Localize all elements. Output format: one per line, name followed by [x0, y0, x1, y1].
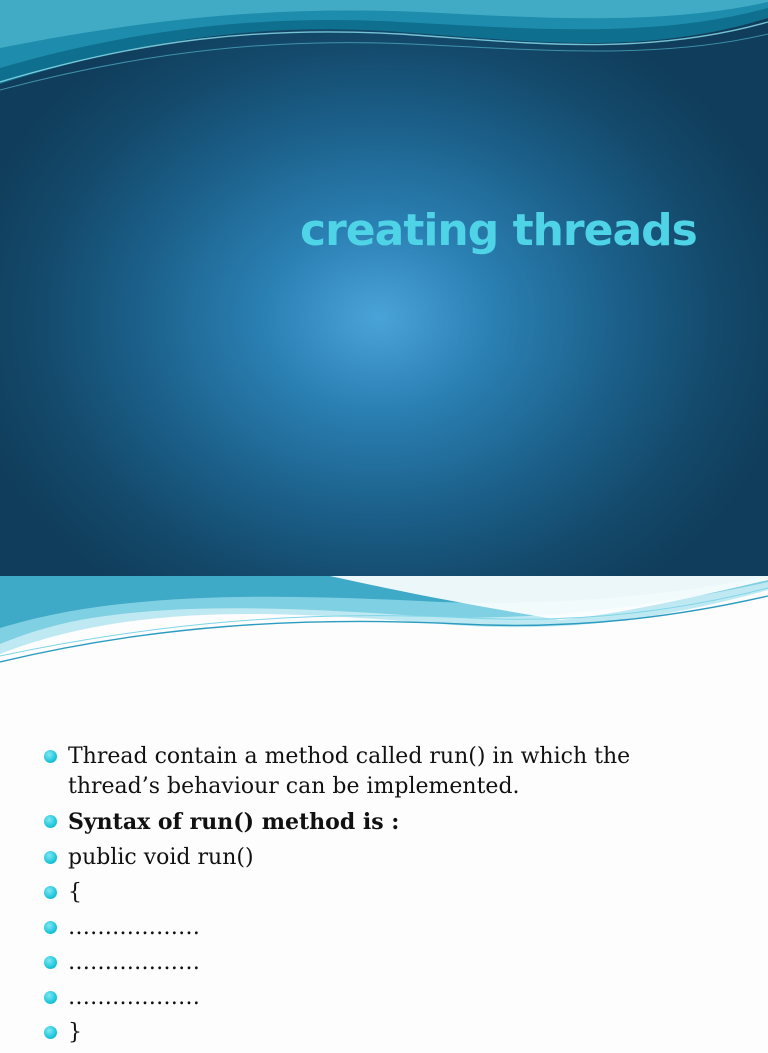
- list-item: ………………: [44, 913, 744, 943]
- bullet-icon: [44, 750, 57, 763]
- bullet-icon: [44, 921, 57, 934]
- bullet-icon: [44, 1026, 57, 1039]
- bullet-icon: [44, 991, 57, 1004]
- list-item: ………………: [44, 983, 744, 1013]
- wave-decoration: [0, 576, 768, 676]
- list-item: ………………: [44, 948, 744, 978]
- list-item: public void run(): [44, 843, 744, 873]
- content-slide: [0, 576, 768, 1045]
- bullet-icon: [44, 886, 57, 899]
- list-item: }: [44, 1018, 744, 1048]
- bullet-list: [44, 742, 744, 1053]
- list-item: Syntax of run() method is :: [44, 807, 744, 838]
- list-item: Thread contain a method called run() in which the thread’s behaviour can be implemented.: [44, 742, 744, 802]
- list-item: {: [44, 878, 744, 908]
- slide-title: creating threads: [300, 205, 697, 256]
- bullet-icon: [44, 851, 57, 864]
- wave-decoration: [0, 0, 768, 110]
- bullet-icon: [44, 956, 57, 969]
- bullet-icon: [44, 815, 57, 828]
